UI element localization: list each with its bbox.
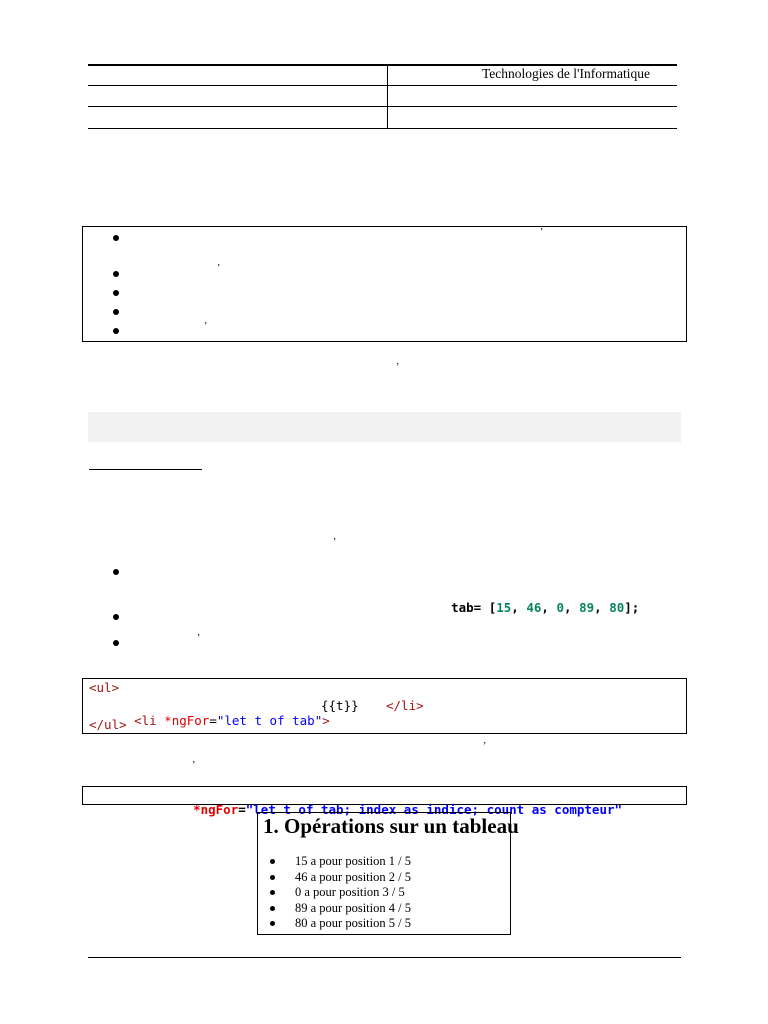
ngfor-attribute: *ngFor (193, 802, 239, 817)
ngfor-expression: "let t of tab" (216, 713, 323, 728)
course-title: Technologies de l'Informatique (482, 66, 650, 81)
list-bullet (270, 906, 275, 911)
output-item-text: 0 a pour position 3 / 5 (295, 885, 405, 900)
objectives-box (82, 226, 687, 342)
array-separator: , (594, 600, 610, 615)
list-bullet (113, 309, 119, 315)
list-bullet (113, 328, 119, 334)
interpolation: {{t}} (321, 698, 359, 713)
output-item-text: 46 a pour position 2 / 5 (295, 869, 411, 884)
ngfor-expression: "let t of tab; index as indice; count as compteur" (245, 802, 623, 817)
apostrophe-mark: ’ (197, 633, 201, 644)
li-open-tag: <li (134, 713, 165, 728)
header-rule-low (88, 106, 677, 107)
array-operator: = [ (473, 600, 497, 615)
apostrophe-mark: ’ (396, 362, 400, 373)
li-close-tag: </li> (386, 698, 424, 713)
array-value: 80 (609, 600, 625, 615)
array-separator: , (541, 600, 557, 615)
output-item-text: 89 a pour position 4 / 5 (295, 900, 411, 915)
array-value: 15 (496, 600, 512, 615)
apostrophe-mark: ’ (483, 741, 487, 752)
apostrophe-mark: ’ (192, 760, 196, 771)
attr-equals: = (238, 802, 246, 817)
apostrophe-mark: ’ (540, 227, 544, 238)
array-separator: , (564, 600, 580, 615)
output-item-text: 80 a pour position 5 / 5 (295, 916, 411, 931)
attr-equals: = (209, 713, 217, 728)
apostrophe-mark: ’ (204, 321, 208, 332)
list-bullet (113, 235, 119, 241)
header-rule-mid (88, 85, 677, 86)
list-bullet (113, 290, 119, 296)
footer-rule (88, 957, 681, 958)
array-value: 0 (556, 600, 564, 615)
header-divider (387, 64, 388, 129)
array-value: 46 (526, 600, 542, 615)
list-bullet (113, 569, 119, 575)
list-bullet (113, 614, 119, 620)
list-bullet (270, 859, 275, 864)
array-closing: ]; (624, 600, 640, 615)
ngfor-attribute: *ngFor (164, 713, 210, 728)
output-title: 1. Opérations sur un tableau (263, 814, 519, 838)
code-line-li (119, 698, 330, 728)
list-bullet (113, 271, 119, 277)
code-line-ul-open: <ul> (89, 680, 120, 695)
array-value: 89 (579, 600, 595, 615)
apostrophe-mark: ’ (333, 537, 337, 548)
li-gt: > (322, 713, 330, 728)
subheading-underline (89, 469, 202, 470)
list-bullet (270, 875, 275, 880)
array-separator: , (511, 600, 527, 615)
apostrophe-mark: ’ (217, 263, 221, 274)
code-line-ul-close: </ul> (89, 717, 127, 732)
header-rule-bottom (88, 128, 677, 129)
output-item-text: 15 a pour position 1 / 5 (295, 854, 411, 868)
array-declaration (436, 585, 639, 615)
array-name: tab (451, 600, 474, 615)
list-bullet (113, 640, 119, 646)
section-heading-band (88, 412, 681, 442)
